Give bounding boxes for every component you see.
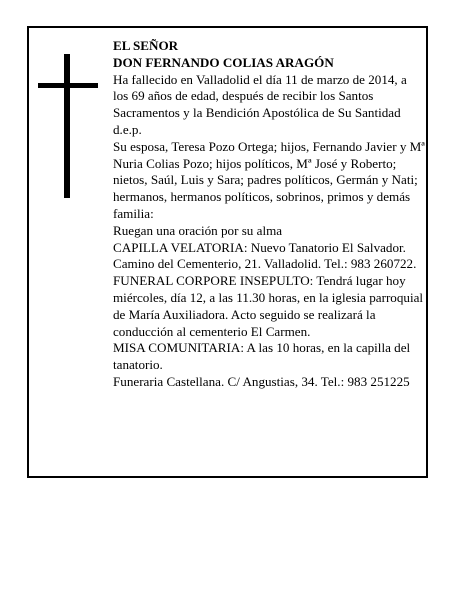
mass-info: MISA COMUNITARIA: A las 10 horas, en la capilla del tanatorio.: [113, 340, 411, 373]
deceased-name: DON FERNANDO COLIAS ARAGÓN: [113, 54, 334, 70]
prayer-request: Ruegan una oración por su alma: [113, 222, 283, 238]
funeral-info: [113, 273, 425, 340]
funeral-text: Tendrá lugar hoy miércoles, día 12, a las 11.30 horas, en la iglesia parroquial de María Auxiliadora. Acto seguido se realizará la conducción al cementerio El Carmen.: [113, 273, 424, 339]
obituary-text: [113, 38, 425, 391]
notice-heading: EL SEÑOR: [113, 38, 179, 53]
funeral-home-info: Funeraria Castellana. C/ Angustias, 34. Tel.: 983 251225: [113, 373, 410, 389]
death-statement: Ha fallecido en Valladolid el día 11 de marzo de 2014, a los 69 años de edad, después de recibir los Santos Sacramentos y la Bendición Apostólica de Su Santidad d.e.p.: [113, 71, 407, 137]
family-list: Su esposa, Teresa Pozo Ortega; hijos, Fernando Javier y Mª Nuria Colias Pozo; hijos políticos, Mª José y Roberto; nietos, Saúl, Luis y Sara; padres políticos, Germán y Nati; hermanos, hermanos políticos, sobrinos, primos y demás familia:: [113, 138, 425, 221]
cross-icon: [38, 54, 98, 198]
cross-horizontal-bar: [38, 83, 98, 88]
chapel-info: CAPILLA VELATORIA: Nuevo Tanatorio El Salvador. Camino del Cementerio, 21. Valladolid. Tel.: 983 260722.: [113, 239, 417, 272]
funeral-label: FUNERAL CORPORE INSEPULTO:: [113, 273, 314, 289]
cross-vertical-bar: [64, 54, 70, 198]
